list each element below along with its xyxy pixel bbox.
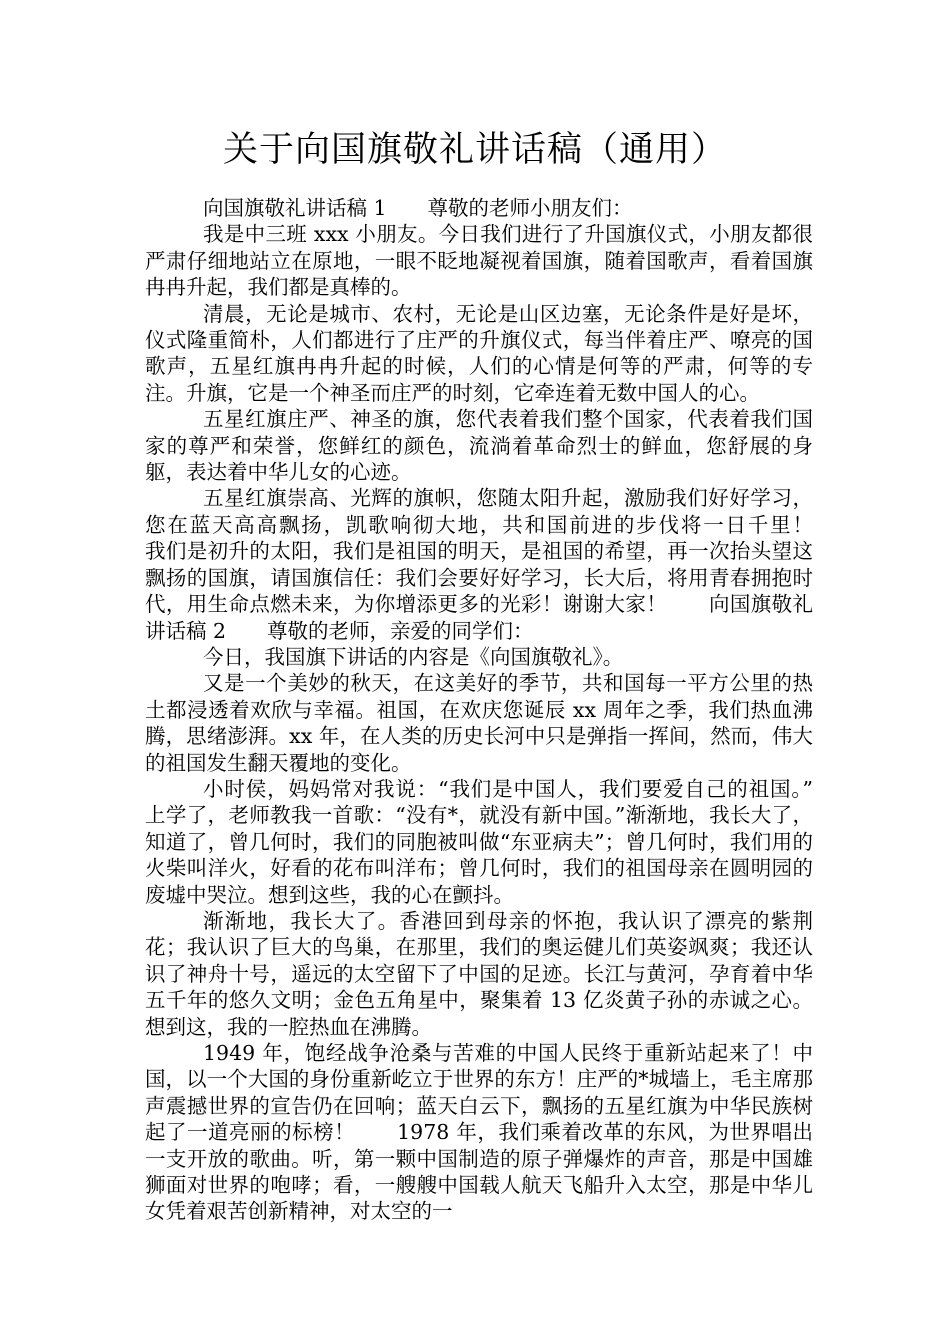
paragraph-autumn: 又是一个美妙的秋天，在这美好的季节，共和国每一平方公里的热土都浸透着欢欣与幸福。祖国，在欢庆您诞辰 xx 周年之季，我们热血沸腾，思绪澎湃。xx 年，在人类的历史长河中只是弹指一挥间，然而，伟大的祖国发生翻天覆地的变化。 [145,671,813,775]
paragraph-introduction: 我是中三班 xxx 小朋友。今日我们进行了升国旗仪式，小朋友都很严肃仔细地站立在原地，一眼不眨地凝视着国旗，随着国歌声，看着国旗冉冉升起，我们都是真棒的。 [145,222,813,300]
document-body [145,195,854,1225]
paragraph-flag-glory: 五星红旗崇高、光辉的旗帜，您随太阳升起，激励我们好好学习，您在蓝天高高飘扬，凯歌响彻大地，共和国前进的步伐将一日千里！ 我们是初升的太阳，我们是祖国的明天，是祖国的希望，再一次抬头望这飘扬的国旗，请国旗信任：我们会要好好学习，长大后，将用青春拥抱时代，用生命点燃未来，为你增添更多的光彩！谢谢大家！ 向国旗敬礼讲话稿 2 尊敬的老师，亲爱的同学们： [145,486,854,643]
paragraph-growing-up: 渐渐地，我长大了。香港回到母亲的怀抱，我认识了漂亮的紫荆花；我认识了巨大的鸟巢，在那里，我们的奥运健儿们英姿飒爽；我还认识了神舟十号，遥远的太空留下了中国的足迹。长江与黄河，孕育着中华五千年的悠久文明；金色五角星中，聚集着 13 亿炎黄子孙的赤诚之心。想到这，我的一腔热血在沸腾。 [145,908,813,1039]
paragraph-speech-topic: 今日，我国旗下讲话的内容是《向国旗敬礼》。 [203,644,624,669]
paragraph-speech-1-heading: 向国旗敬礼讲话稿 1 尊敬的老师小朋友们： [203,196,633,220]
document-title: 关于向国旗敬礼讲话稿（通用） [222,130,727,170]
paragraph-morning-ceremony: 清晨，无论是城市、农村，无论是山区边塞，无论条件是好是坏，仪式隆重简朴，人们都进行了庄严的升旗仪式，每当伴着庄严、嘹亮的国歌声，五星红旗冉冉升起的时候，人们的心情是何等的严肃，何等的专注。升旗，它是一个神圣而庄严的时刻，它牵连着无数中国人的心。 [145,301,813,405]
paragraph-history: 1949 年，饱经战争沧桑与苦难的中国人民终于重新站起来了！中国，以一个大国的身份重新屹立于世界的东方！庄严的*城墙上，毛主席那声震撼世界的宣告仍在回响；蓝天白云下，飘扬的五星红旗为中华民族树起了一道亮丽的标榜！ 1978 年，我们乘着改革的东风，为世界唱出一支开放的歌曲。听，第一颗中国制造的原子弹爆炸的声音，那是中国雄狮面对世界的咆哮；看，一艘艘中国载人航天飞船升入太空，那是中华儿女凭着艰苦创新精神，对太空的一 [145,1041,813,1224]
paragraph-childhood: 小时侯，妈妈常对我说：“我们是中国人，我们要爱自己的祖国。” 上学了，老师教我一首歌：“没有*，就没有新中国。”渐渐地，我长大了，知道了，曾几何时，我们的同胞被叫做“东亚病夫”；曾几何时，我们用的火柴叫洋火，好看的花布叫洋布；曾几何时，我们的祖国母亲在圆明园的废墟中哭泣。想到这些，我的心在颤抖。 [145,776,854,907]
paragraph-flag-dignity: 五星红旗庄严、神圣的旗，您代表着我们整个国家，代表着我们国家的尊严和荣誉，您鲜红的颜色，流淌着革命烈士的鲜血，您舒展的身躯，表达着中华儿女的心迹。 [145,407,813,485]
